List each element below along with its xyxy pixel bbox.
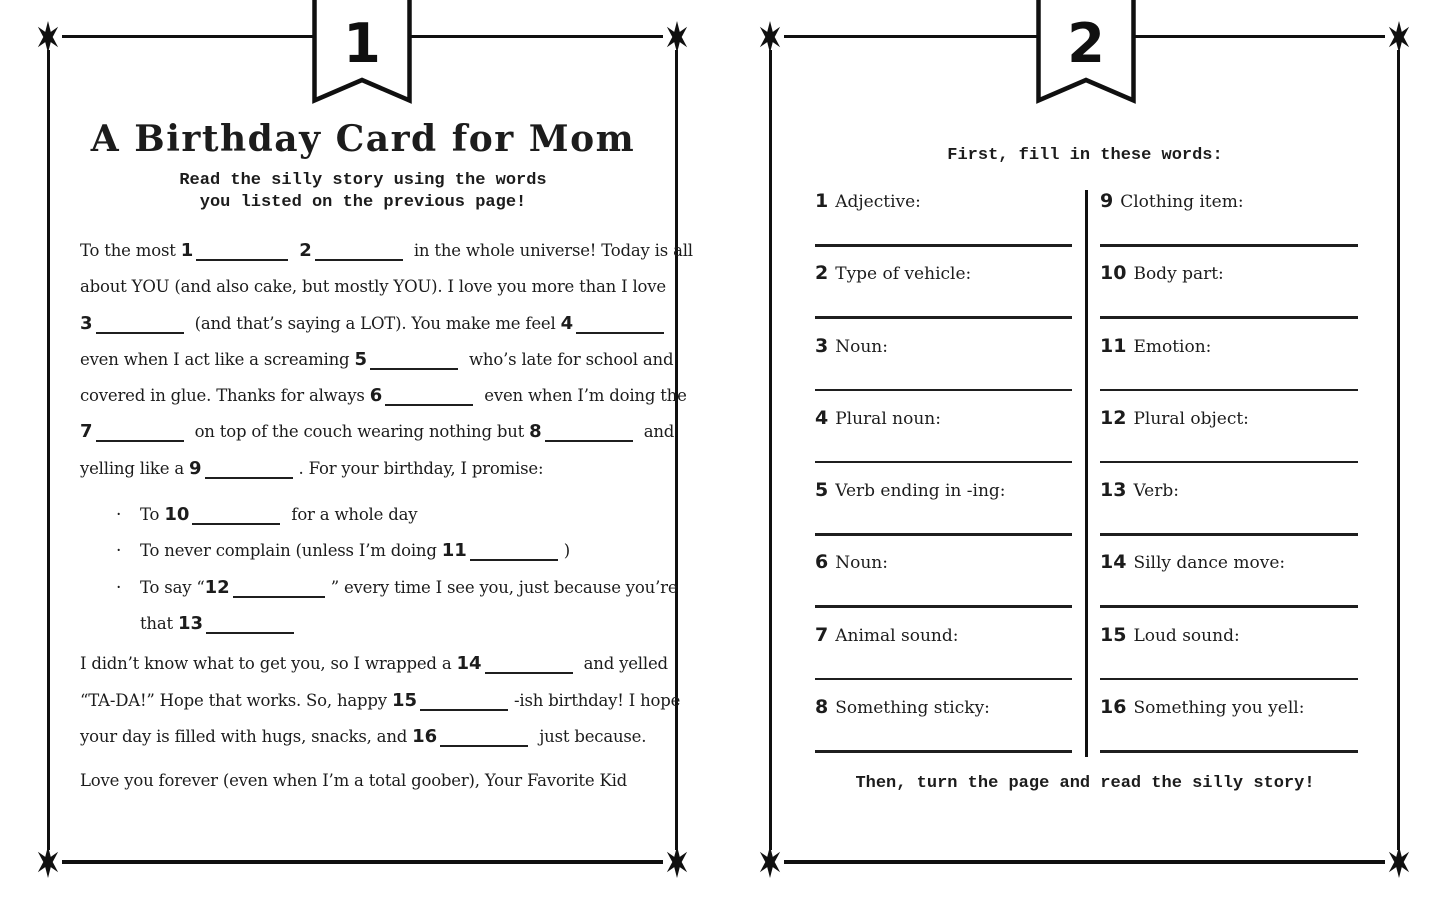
word-list-item	[1100, 624, 1358, 696]
subtitle	[48, 170, 678, 214]
story-line	[80, 269, 670, 305]
item-label: Plural object:	[1133, 408, 1249, 429]
item-label: Silly dance move:	[1133, 553, 1286, 574]
item-number: 1	[815, 190, 829, 212]
blank-number: 5	[354, 348, 367, 370]
blank-number: 11	[441, 540, 467, 562]
item-number: 16	[1100, 696, 1127, 719]
item-write-in-line	[1100, 316, 1358, 319]
page-1	[48, 0, 693, 903]
story-text: your day is filled with hugs, snacks, and	[80, 726, 413, 746]
column-divider-line	[1085, 190, 1088, 757]
word-list-item	[815, 335, 1072, 407]
blank-number: 12	[204, 576, 230, 598]
item-number: 10	[1100, 262, 1127, 285]
story-text: . For your birthday, I promise:	[298, 458, 544, 478]
story-text: )	[563, 541, 571, 561]
item-number: 12	[1100, 406, 1127, 429]
item-write-in-line	[815, 389, 1072, 392]
item-number: 15	[1100, 623, 1127, 646]
item-number: 14	[1100, 551, 1127, 574]
word-list-item	[815, 262, 1072, 334]
sparkle-star-icon	[1386, 846, 1412, 878]
blank-line	[485, 658, 573, 674]
item-write-in-line	[1100, 605, 1358, 608]
subtitle-line: you listed on the previous page!	[199, 193, 527, 212]
word-list-item	[815, 190, 1072, 262]
word-list-item	[1100, 335, 1358, 407]
item-write-in-line	[815, 244, 1072, 247]
blank-line	[440, 731, 528, 747]
blank-line	[96, 426, 184, 442]
blank-line	[576, 318, 664, 334]
story-text: To the most	[80, 241, 181, 260]
story-text: even when I’m doing the	[479, 386, 687, 406]
item-write-in-line	[815, 678, 1072, 681]
story-line	[80, 342, 674, 378]
blank-number: 1	[180, 240, 194, 261]
sparkle-star-icon	[757, 21, 783, 53]
story-text: yelling like a	[80, 458, 189, 478]
story-text: and	[638, 422, 675, 442]
item-write-in-line	[815, 750, 1072, 753]
item-number: 11	[1100, 334, 1127, 357]
word-list-item	[815, 624, 1072, 696]
page-number-banner	[1036, 0, 1136, 106]
blank-number: 14	[456, 653, 482, 675]
blank-line	[470, 545, 558, 561]
item-number: 9	[1100, 190, 1114, 212]
blank-line	[192, 509, 280, 525]
blank-line	[196, 245, 288, 261]
promise-list	[80, 497, 678, 642]
bullet-marker: ·	[116, 577, 122, 598]
blank-line	[315, 245, 403, 261]
turn-page-note: Then, turn the page and read the silly story!	[855, 774, 1315, 793]
word-list-item	[815, 696, 1072, 768]
story-line	[80, 306, 670, 342]
blank-number: 3	[80, 312, 93, 334]
item-number: 2	[815, 262, 829, 285]
frame-right-line	[1397, 50, 1400, 850]
blank-line	[206, 618, 294, 634]
word-list-item	[1100, 696, 1358, 768]
item-label: Something sticky:	[835, 698, 990, 719]
blank-number: 8	[529, 421, 542, 443]
blank-number: 9	[189, 457, 202, 479]
blank-number: 10	[164, 504, 190, 526]
sparkle-star-icon	[757, 846, 783, 878]
story-text: “TA-DA!” Hope that works. So, happy	[80, 690, 392, 710]
story-line	[80, 683, 681, 719]
story-text: for a whole day	[286, 505, 418, 525]
subtitle-line: Read the silly story using the words	[179, 171, 547, 190]
blank-line	[233, 582, 325, 598]
blank-number: 7	[80, 421, 93, 443]
item-label: Noun:	[835, 553, 888, 574]
item-write-in-line	[1100, 389, 1358, 392]
story-text: covered in glue. Thanks for always	[80, 386, 370, 406]
bullet-line	[140, 497, 670, 533]
frame-bottom-line	[784, 860, 1385, 864]
sparkle-star-icon	[664, 21, 690, 53]
story-line	[80, 646, 670, 682]
sparkle-star-icon	[35, 21, 61, 53]
story-text: I didn’t know what to get you, so I wrapped a	[80, 654, 457, 674]
blank-line	[385, 390, 473, 406]
blank-line	[96, 318, 184, 334]
story-text: on top of the couch wearing nothing but	[189, 422, 530, 442]
story-text: To never complain (unless I’m doing	[140, 541, 442, 561]
blank-number: 6	[369, 385, 383, 407]
item-write-in-line	[1100, 461, 1358, 464]
blank-number: 13	[177, 612, 204, 634]
story-text: in the whole universe! Today is all	[408, 241, 693, 260]
story-text: that	[140, 613, 178, 633]
frame-left-line	[769, 50, 772, 850]
bullet-item	[80, 570, 678, 643]
item-write-in-line	[815, 316, 1072, 319]
sparkle-star-icon	[35, 846, 61, 878]
item-write-in-line	[1100, 678, 1358, 681]
story-line	[80, 378, 687, 414]
bullet-line	[140, 570, 678, 606]
closing-paragraph	[80, 646, 681, 755]
page-number: 2	[1067, 12, 1105, 75]
page-2	[770, 0, 1400, 903]
sparkle-star-icon	[1386, 21, 1412, 53]
item-write-in-line	[815, 533, 1072, 536]
page-title: A Birthday Card for Mom	[90, 118, 636, 160]
item-label: Loud sound:	[1133, 625, 1240, 646]
word-list-item	[1100, 407, 1358, 479]
word-list-item	[815, 479, 1072, 551]
word-list-item	[1100, 551, 1358, 623]
story-text: and yelled	[578, 654, 668, 674]
word-list-item	[1100, 479, 1358, 551]
bullet-item	[80, 533, 670, 569]
story-text: -ish birthday! I hope	[514, 690, 681, 710]
word-list-item	[1100, 190, 1358, 262]
story-text: (and that’s saying a LOT). You make me feel	[189, 313, 561, 333]
story-text: ” every time I see you, just because you’re	[330, 577, 678, 597]
fill-in-heading: First, fill in these words:	[947, 146, 1223, 165]
item-label: Clothing item:	[1120, 192, 1244, 212]
word-list-right-column	[1100, 190, 1358, 768]
story-text: who’s late for school and	[463, 349, 674, 369]
blank-number: 16	[412, 725, 438, 747]
story-text: about YOU (and also cake, but mostly YOU). I love you more than I love	[80, 277, 666, 297]
item-label: Verb:	[1133, 481, 1179, 502]
story-line	[80, 414, 675, 450]
word-list-left-column	[815, 190, 1072, 768]
blank-number: 2	[299, 240, 312, 261]
word-list-item	[1100, 262, 1358, 334]
bullet-marker: ·	[116, 505, 122, 526]
bullet-item	[80, 497, 670, 533]
item-write-in-line	[1100, 750, 1358, 753]
story-line	[80, 451, 670, 487]
story-text: even when I act like a screaming	[80, 349, 355, 369]
story-line	[80, 233, 693, 269]
item-label: Adjective:	[835, 192, 921, 212]
story	[80, 233, 693, 799]
item-label: Plural noun:	[835, 408, 941, 429]
item-label: Type of vehicle:	[835, 264, 972, 285]
item-label: Something you yell:	[1133, 698, 1305, 719]
bullet-marker: ·	[116, 541, 122, 562]
story-text: To say “	[140, 577, 205, 597]
item-number: 6	[815, 551, 829, 574]
item-label: Noun:	[835, 336, 888, 357]
blank-line	[420, 695, 508, 711]
item-write-in-line	[815, 605, 1072, 608]
item-number: 7	[815, 623, 829, 646]
story-paragraph	[80, 233, 693, 487]
story-text: To	[140, 505, 165, 525]
bullet-line	[140, 606, 670, 642]
frame-bottom-line	[62, 860, 663, 864]
story-text: just because.	[534, 726, 647, 746]
item-number: 8	[815, 696, 829, 719]
page-number: 1	[343, 12, 381, 75]
item-number: 5	[815, 479, 829, 502]
bullet-line	[140, 533, 670, 569]
blank-number: 4	[560, 312, 574, 334]
item-number: 4	[815, 406, 829, 429]
item-write-in-line	[1100, 533, 1358, 536]
item-write-in-line	[1100, 244, 1358, 247]
word-list-item	[815, 551, 1072, 623]
blank-line	[205, 463, 293, 479]
blank-line	[545, 426, 633, 442]
blank-line	[370, 354, 458, 370]
word-list-item	[815, 407, 1072, 479]
page-number-banner	[312, 0, 412, 106]
item-label: Animal sound:	[835, 625, 959, 646]
item-write-in-line	[815, 461, 1072, 464]
signoff-line: Love you forever (even when I’m a total goober), Your Favorite Kid	[80, 771, 628, 791]
item-number: 13	[1100, 479, 1127, 502]
story-line	[80, 719, 670, 755]
sparkle-star-icon	[664, 846, 690, 878]
item-label: Emotion:	[1133, 336, 1212, 357]
blank-number: 15	[391, 689, 417, 711]
item-label: Body part:	[1133, 264, 1224, 285]
item-number: 3	[815, 334, 829, 357]
item-label: Verb ending in -ing:	[835, 481, 1006, 502]
